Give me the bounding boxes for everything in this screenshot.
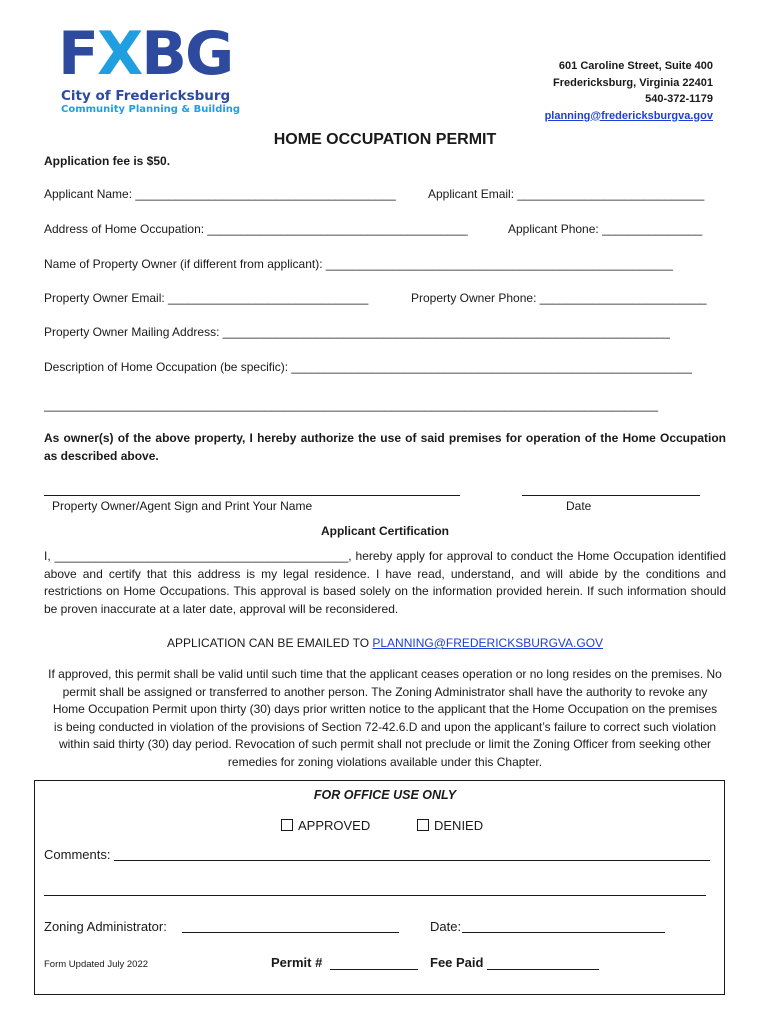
contact-address-line2: Fredericksburg, Virginia 22401: [553, 76, 713, 89]
denied-checkbox[interactable]: [417, 819, 429, 831]
fee-paid-line[interactable]: [487, 969, 599, 970]
logo-mark-x: X: [97, 19, 142, 89]
denied-label: DENIED: [434, 818, 484, 833]
zoning-admin-line[interactable]: [182, 932, 399, 933]
contact-address-line1: 601 Caroline Street, Suite 400: [558, 60, 713, 72]
contact-phone: 540-372-1179: [645, 93, 713, 105]
certification-heading: Applicant Certification: [320, 524, 449, 538]
owner-name-field[interactable]: Name of Property Owner (if different from applicant): ____________________________________________________: [44, 257, 673, 271]
owner-mailing-field[interactable]: Property Owner Mailing Address: ___________________________________________________________________: [44, 325, 670, 339]
date-line[interactable]: [522, 495, 700, 496]
approved-label: APPROVED: [298, 818, 371, 833]
page-title: HOME OCCUPATION PERMIT: [273, 131, 497, 148]
owner-authorization: As owner(s) of the above property, I hereby authorize the use of said premises for operation of the Home Occupation as described above.: [44, 431, 726, 463]
permit-validity-text: If approved, this permit shall be valid until such time that the applicant ceases operation or no long resides on the premises. No permit shall be assigned or transferred to another person. The Zoning Administrator shall have the authority to revoke any Home Occupation Permit upon thirty (30) days prior written notice to the applicant that the Home Occupation on the premises is being conducted in violation of the provisions of Section 72-42.6.D and upon the applicant’s failure to correct such violation within said thirty (30) day period. Revocation of such permit shall not preclude or limit the Zoning Officer from seeking other remedies for zoning violations available under this Chapter.: [48, 667, 722, 769]
permit-number-label: Permit #: [271, 955, 323, 970]
email-notice-text: APPLICATION CAN BE EMAILED TO: [166, 636, 373, 650]
office-date-line[interactable]: [462, 932, 665, 933]
email-notice-link[interactable]: PLANNING@FREDERICKSBURGVA.GOV: [372, 636, 604, 650]
logo-mark: [58, 19, 233, 89]
owner-phone-field[interactable]: Property Owner Phone: _________________________: [411, 291, 707, 305]
date-label: Date: [566, 499, 592, 513]
signature-label: Property Owner/Agent Sign and Print Your Name: [52, 499, 313, 513]
comments-line-2[interactable]: [44, 895, 706, 896]
approved-option[interactable]: [281, 818, 370, 833]
comments-label: Comments:: [44, 847, 111, 862]
form-updated-note: Form Updated July 2022: [44, 959, 149, 970]
logo-city-name: City of Fredericksburg: [61, 88, 231, 104]
owner-email-field[interactable]: Property Owner Email: ______________________________: [44, 291, 369, 305]
description-field-line2[interactable]: ____________________________________________________________________________________________: [44, 398, 658, 412]
logo-mark-right: BG: [141, 19, 233, 89]
contact-block: [545, 58, 713, 124]
fee-paid-label: Fee Paid: [430, 955, 484, 970]
address-field[interactable]: Address of Home Occupation: _______________________________________: [44, 222, 468, 236]
contact-email-link[interactable]: planning@fredericksburgva.gov: [544, 109, 713, 122]
description-field[interactable]: Description of Home Occupation (be specific): ____________________________________________________________: [44, 360, 692, 374]
zoning-admin-label: Zoning Administrator:: [44, 919, 167, 934]
certification-text: I, ____________________________________________, hereby apply for approval to conduct the Home Occupation identified above and certify that this address is my legal residence. I have read, understand, and will abide by the conditions and restrictions on Home Occupations. This approval is based solely on the information provided herein. If such information should be proven inaccurate at a later date, approval will be reconsidered.: [44, 549, 726, 616]
signature-line[interactable]: [44, 495, 460, 496]
comments-line-1[interactable]: [114, 860, 710, 861]
permit-number-line[interactable]: [330, 969, 418, 970]
logo-department: Community Planning & Building: [61, 104, 241, 115]
applicant-email-field[interactable]: Applicant Email: ____________________________: [428, 187, 705, 201]
applicant-name-field[interactable]: Applicant Name: _______________________________________: [44, 187, 396, 201]
application-fee: Application fee is $50.: [44, 154, 171, 168]
approved-checkbox[interactable]: [281, 819, 293, 831]
office-use-heading: FOR OFFICE USE ONLY: [313, 788, 457, 802]
logo-mark-left: F: [58, 19, 97, 89]
applicant-phone-field[interactable]: Applicant Phone: _______________: [508, 222, 703, 236]
denied-option[interactable]: [417, 818, 483, 833]
email-notice: [0, 636, 770, 650]
office-date-label: Date:: [430, 919, 462, 934]
